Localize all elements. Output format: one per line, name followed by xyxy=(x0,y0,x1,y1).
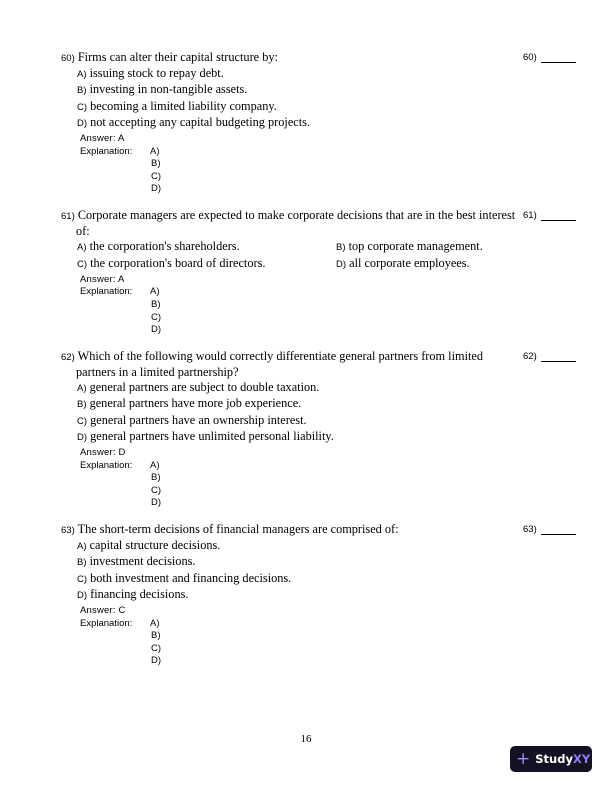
answer-key: Answer: A xyxy=(80,133,125,145)
studyxy-logo[interactable] xyxy=(510,746,592,772)
explanation-row xyxy=(61,299,601,312)
explanation-label xyxy=(80,472,150,485)
explanation-label: Explanation: xyxy=(80,145,133,157)
explanation-label xyxy=(80,655,150,668)
explanation-label xyxy=(80,485,150,498)
option-letter: D) xyxy=(77,589,88,601)
explanation-letter: A) xyxy=(150,145,160,157)
explanation-letter: B) xyxy=(151,298,161,310)
option-text: not accepting any capital budgeting projects. xyxy=(90,114,311,129)
explanation-letter: D) xyxy=(151,183,162,195)
answer-blank-number: 61) xyxy=(523,209,537,221)
option-text: all corporate employees. xyxy=(349,255,470,270)
question-text: Firms can alter their capital structure by: xyxy=(77,50,278,64)
explanation-letter: C) xyxy=(151,311,162,323)
answer-blank-number: 60) xyxy=(523,52,537,63)
question-stem xyxy=(61,349,519,380)
answer-option xyxy=(61,571,601,587)
explanation-row xyxy=(61,286,601,299)
answer-key: Answer: A xyxy=(80,273,125,285)
answer-key: Answer: C xyxy=(80,604,126,616)
explanation-letter: B) xyxy=(151,630,161,642)
explanation-label xyxy=(80,158,150,171)
option-text: financing decisions. xyxy=(90,586,189,601)
option-text: general partners have an ownership interest. xyxy=(90,412,307,427)
option-text: general partners are subject to double taxation. xyxy=(89,380,320,395)
option-letter: C) xyxy=(77,415,88,427)
question-text: of: xyxy=(76,224,90,239)
explanation-label xyxy=(80,171,150,184)
explanation-row xyxy=(61,472,601,485)
answer-option xyxy=(61,538,601,554)
explanation-label xyxy=(80,183,150,196)
explanation-label: Explanation: xyxy=(80,286,133,298)
explanation-row xyxy=(61,460,601,473)
option-letter: D) xyxy=(77,431,88,443)
answer-option xyxy=(61,554,601,570)
explanation-row xyxy=(61,324,601,337)
explanation-letter: B) xyxy=(151,158,161,170)
explanation-label xyxy=(80,630,150,643)
answer-blank-number: 62) xyxy=(523,350,537,362)
explanation-letter: A) xyxy=(150,617,160,629)
question-text: The short-term decisions of financial managers are comprised of: xyxy=(77,521,399,536)
option-letter: A) xyxy=(77,541,87,553)
option-text: the corporation's shareholders. xyxy=(89,239,240,254)
explanation-row xyxy=(61,630,601,643)
explanation-letter: B) xyxy=(151,472,161,484)
option-letter: B) xyxy=(77,85,87,97)
answer-option xyxy=(61,115,601,131)
question-stem xyxy=(61,208,519,239)
option-letter: C) xyxy=(77,573,88,585)
explanation-row xyxy=(61,171,601,184)
option-text: general partners have unlimited personal liability. xyxy=(90,428,334,443)
answer-blank-line[interactable] xyxy=(541,220,576,221)
explanation-letter: D) xyxy=(151,497,162,509)
option-letter: B) xyxy=(77,557,87,569)
question-block xyxy=(61,208,601,337)
explanation-letter: A) xyxy=(150,286,160,298)
option-letter: A) xyxy=(77,69,87,81)
answer-option xyxy=(61,66,601,82)
answer-blank-line[interactable] xyxy=(541,534,576,535)
answer-option xyxy=(61,82,601,98)
question-stem xyxy=(61,50,519,66)
explanation-label xyxy=(80,312,150,325)
answer-option xyxy=(61,380,601,396)
question-number: 63) xyxy=(61,524,75,536)
option-text: capital structure decisions. xyxy=(89,538,221,553)
explanation-row xyxy=(61,485,601,498)
option-text: top corporate management. xyxy=(348,239,483,254)
option-text: both investment and financing decisions. xyxy=(90,570,292,585)
question-number: 62) xyxy=(61,351,75,363)
question-stem xyxy=(61,522,519,538)
answer-option xyxy=(61,99,601,115)
answer-option xyxy=(320,256,579,272)
explanation-label xyxy=(80,324,150,337)
logo-text-accent: XY xyxy=(572,752,591,766)
answer-option xyxy=(61,413,601,429)
explanation-label: Explanation: xyxy=(80,459,133,471)
option-text: general partners have more job experience. xyxy=(89,396,302,411)
explanation-label: Explanation: xyxy=(80,617,133,629)
explanation-label xyxy=(80,299,150,312)
question-number: 60) xyxy=(61,53,75,64)
option-row xyxy=(61,239,601,255)
explanation-row xyxy=(61,312,601,325)
question-number: 61) xyxy=(61,210,75,222)
plus-icon: + xyxy=(516,749,531,769)
explanation-row xyxy=(61,183,601,196)
explanation-letter: C) xyxy=(151,170,162,182)
answer-option xyxy=(61,429,601,445)
question-text: Which of the following would correctly differentiate general partners from limited xyxy=(77,348,484,363)
explanation-letter: C) xyxy=(151,484,162,496)
explanation-letter: D) xyxy=(151,324,162,336)
question-text: Corporate managers are expected to make corporate decisions that are in the best interest xyxy=(77,207,516,222)
answer-option xyxy=(61,396,601,412)
answer-blank-line[interactable] xyxy=(541,62,576,63)
answer-blank-line[interactable] xyxy=(541,361,576,362)
option-letter: B) xyxy=(336,242,346,254)
explanation-letter: A) xyxy=(150,459,160,471)
option-text: investing in non-tangible assets. xyxy=(89,82,248,97)
explanation-letter: C) xyxy=(151,642,162,654)
answer-option xyxy=(320,239,579,255)
option-text: becoming a limited liability company. xyxy=(90,98,277,113)
question-block xyxy=(61,50,601,196)
explanation-row xyxy=(61,655,601,668)
explanation-row xyxy=(61,618,601,631)
logo-text: Study xyxy=(535,752,573,766)
explanation-row xyxy=(61,158,601,171)
answer-key: Answer: D xyxy=(80,446,126,458)
question-list xyxy=(61,50,601,680)
explanation-label xyxy=(80,643,150,656)
question-block xyxy=(61,349,601,510)
option-text: investment decisions. xyxy=(89,554,196,569)
explanation-label xyxy=(80,497,150,510)
option-letter: A) xyxy=(77,242,87,254)
question-block xyxy=(61,522,601,668)
answer-option xyxy=(61,256,320,272)
option-letter: B) xyxy=(77,399,87,411)
option-text: issuing stock to repay debt. xyxy=(89,66,224,81)
answer-blank-number: 63) xyxy=(523,523,537,535)
explanation-letter: D) xyxy=(151,655,162,667)
explanation-row xyxy=(61,643,601,656)
question-text: partners in a limited partnership? xyxy=(76,364,239,379)
answer-option xyxy=(61,239,320,255)
option-letter: C) xyxy=(77,101,88,113)
answer-option xyxy=(61,587,601,603)
option-row xyxy=(61,256,601,272)
option-text: the corporation's board of directors. xyxy=(90,255,266,270)
option-letter: D) xyxy=(336,258,347,270)
explanation-row xyxy=(61,497,601,510)
option-letter: D) xyxy=(77,117,88,129)
option-letter: A) xyxy=(77,383,87,395)
explanation-row xyxy=(61,146,601,159)
option-letter: C) xyxy=(77,258,88,270)
page-number: 16 xyxy=(300,733,312,745)
